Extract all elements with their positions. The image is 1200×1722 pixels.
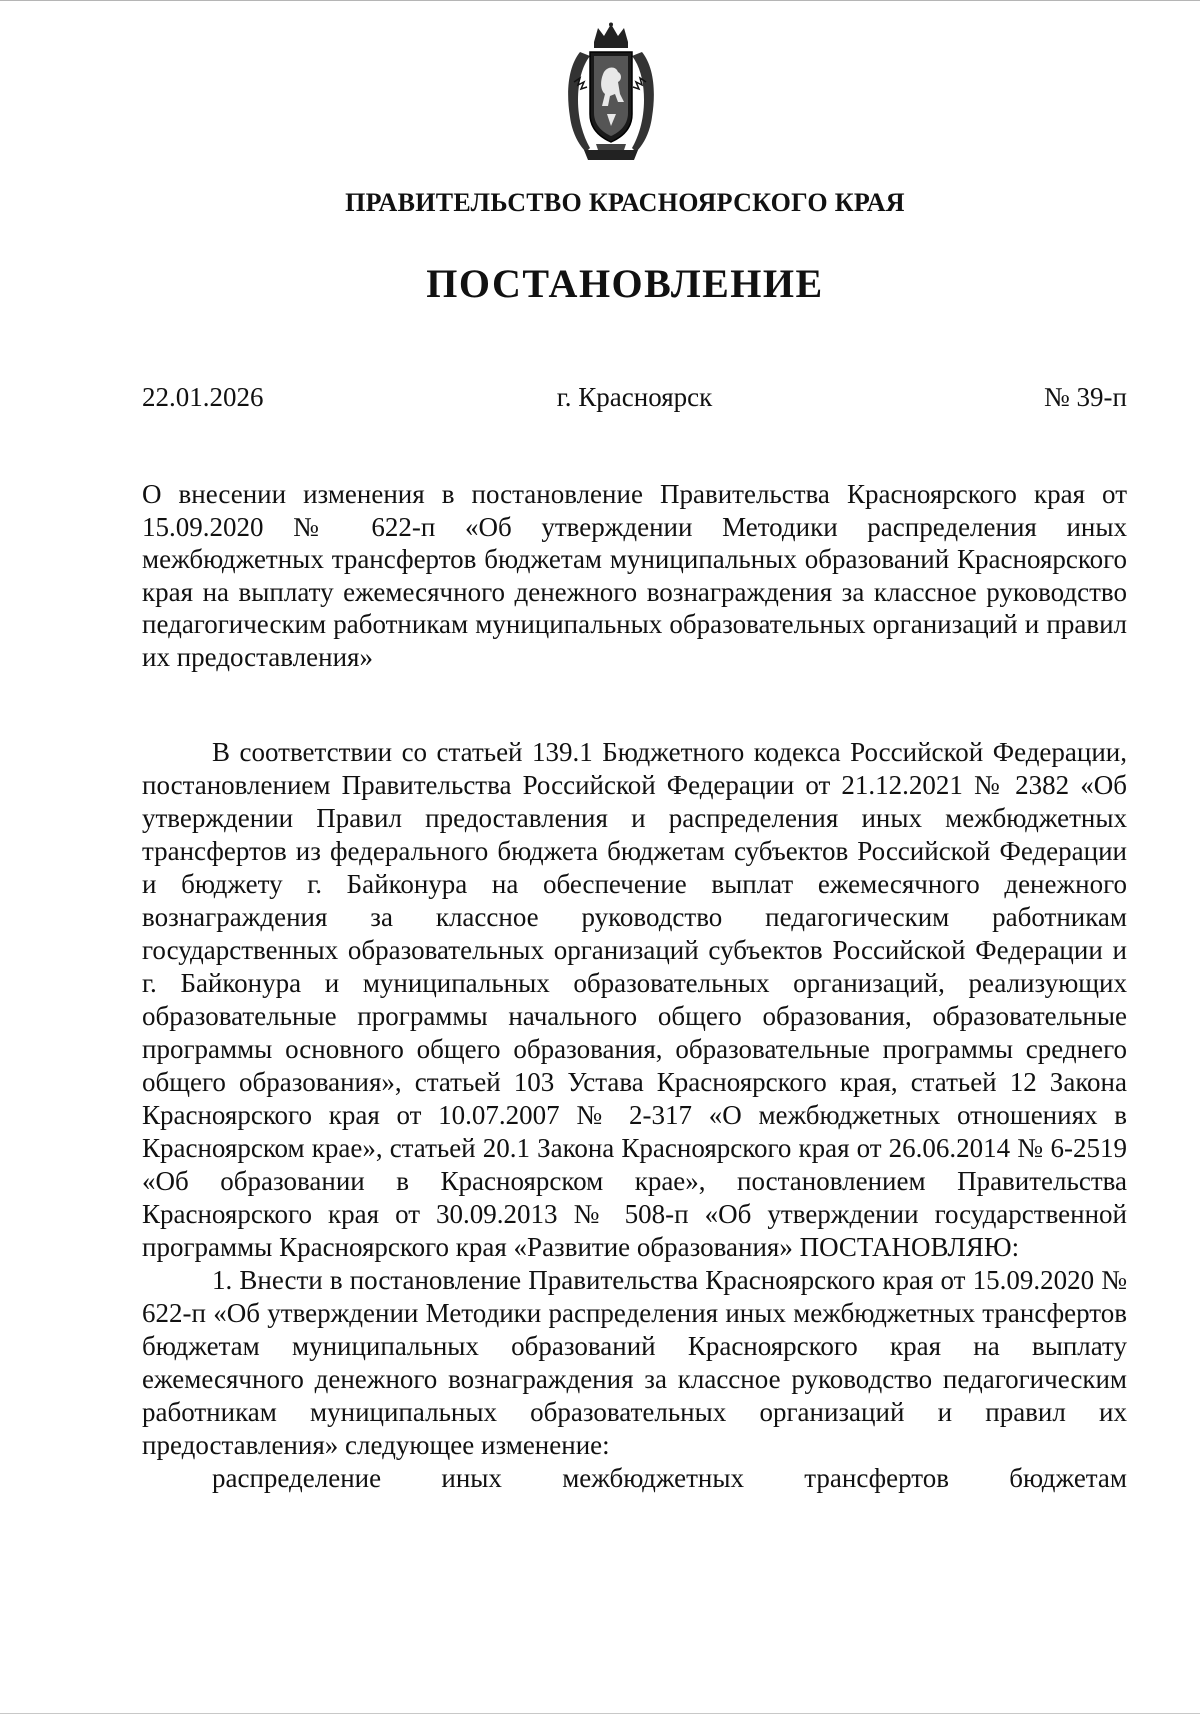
body-preamble: В соответствии со статьей 139.1 Бюджетного кодекса Российской Федерации, постановлением Правительства Российской Федерации от 21.12.2021 № 2382 «Об утверждении Правил предоставления и распределения иных межбюджетных трансфертов из федерального бюджета бюджетам субъектов Российской Федерации и бюджету г. Байконура на обеспечение выплат ежемесячного денежного вознаграждения за классное руководство педагогическим работникам государственных образовательных организаций субъектов Российской Федерации и г. Байконура и муниципальных образовательных организаций, реализующих образовательные программы начального общего образования, образовательные программы основного общего образования, образовательные программы среднего общего образования», статьей 103 Устава Красноярского края, статьей 12 Закона Красноярского края от 10.07.2007 № 2-317 «О межбюджетных отношениях в Красноярском крае», статьей 20.1 Закона Красноярского края от 26.06.2014 № 6-2519 «Об образовании в Красноярском крае», постановлением Правительства Красноярского края от 30.09.2013 № 508-п «Об утверждении государственной программы Красноярского края «Развитие образования» ПОСТАНОВЛЯЮ: — [142, 737, 1127, 1262]
document-number: № 39-п — [1044, 382, 1127, 412]
body-item-1: 1. Внести в постановление Правительства Красноярского края от 15.09.2020 № 622-п «Об утверждении Методики распределения иных межбюджетных трансфертов бюджетам муниципальных образований Красноярского края на выплату ежемесячного денежного вознаграждения за классное руководство педагогическим работникам муниципальных образовательных организаций и правил их предоставления» следующее изменение: — [142, 1265, 1127, 1460]
document-date: 22.01.2026 — [142, 382, 264, 412]
document-city: г. Красноярск — [556, 382, 713, 412]
document-subject: О внесении изменения в постановление Правительства Красноярского края от 15.09.2020 № 622-п «Об утверждении Методики распределения иных межбюджетных трансфертов бюджетам муниципальных образований Красноярского края на выплату ежемесячного денежного вознаграждения за классное руководство педагогическим работникам муниципальных образовательных организаций и правил их предоставления» — [142, 479, 1127, 672]
document-body — [142, 736, 1127, 1495]
scan-border-bottom — [0, 1713, 1200, 1714]
coat-of-arms-icon — [560, 22, 662, 164]
document-type-title: ПОСТАНОВЛЕНИЕ — [426, 261, 824, 306]
body-continuation: распределение иных межбюджетных трансфертов бюджетам — [212, 1463, 1127, 1493]
scan-border-top — [0, 0, 1200, 1]
organization-title: ПРАВИТЕЛЬСТВО КРАСНОЯРСКОГО КРАЯ — [345, 188, 905, 217]
document-meta-row — [142, 382, 1127, 422]
